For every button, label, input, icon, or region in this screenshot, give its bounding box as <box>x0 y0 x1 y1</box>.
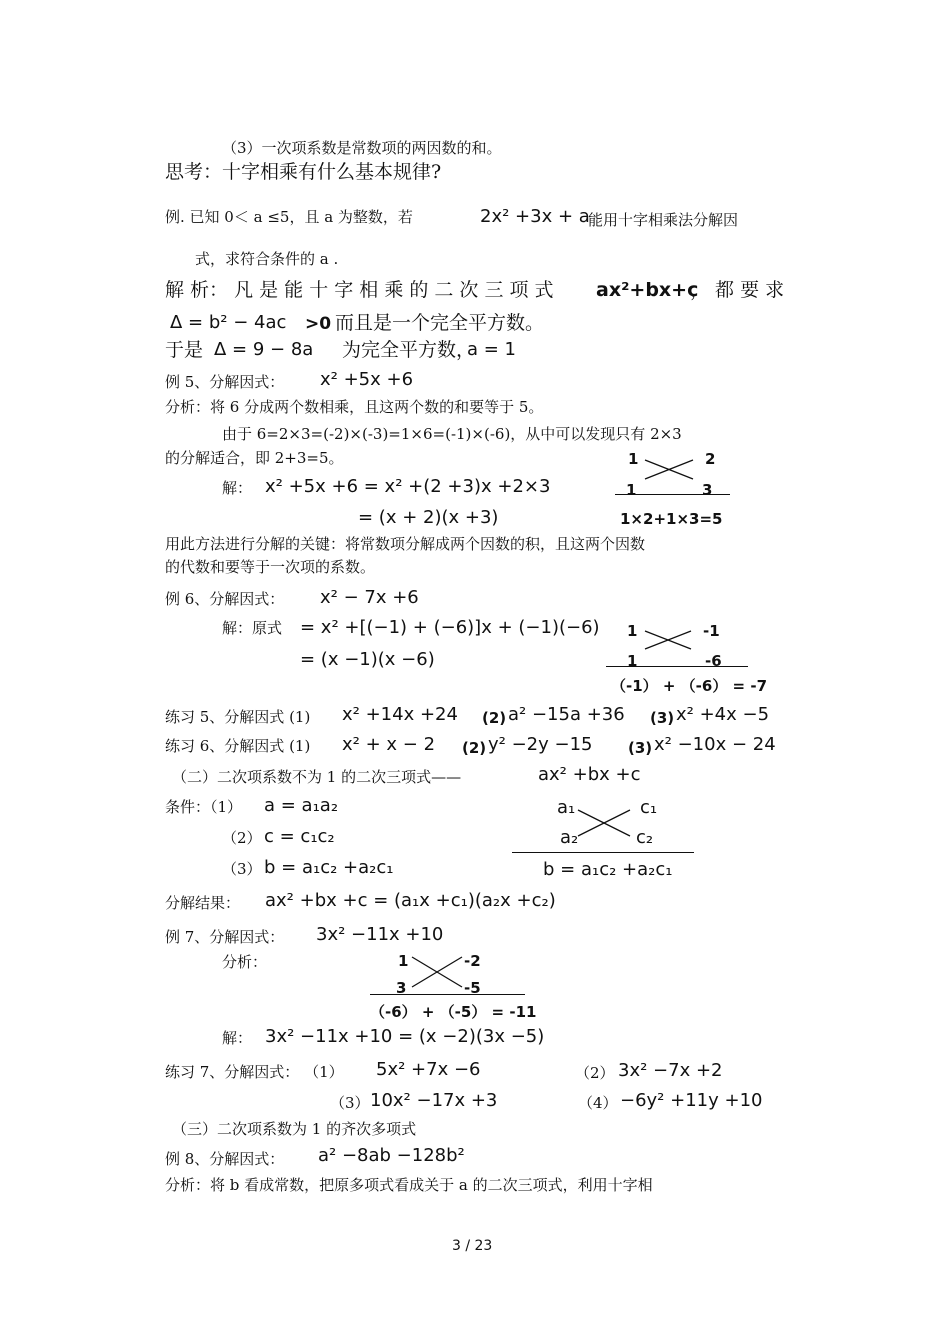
cross-bottom-right: -5 <box>464 979 481 997</box>
math-expression: b = a₁c₂ +a₂c₁ <box>264 857 394 878</box>
cross-top-left: 1 <box>398 952 409 970</box>
section-heading: （二）二次项系数不为 1 的二次三项式—— <box>172 768 462 786</box>
math-expression: ax² +bx +c = (a₁x +c₁)(a₂x +c₂) <box>265 890 556 911</box>
cross-top-right: c₁ <box>640 797 658 818</box>
cross-bottom-right: 3 <box>702 481 713 499</box>
math-expression: 3x² −11x +10 <box>316 924 444 945</box>
cross-bottom-left: 1 <box>626 481 637 499</box>
cross-bottom-left: a₂ <box>560 827 579 848</box>
math-expression: a² −8ab −128b² <box>318 1145 465 1166</box>
math-expression: x² −10x − 24 <box>654 734 776 755</box>
item-number: (3) <box>628 739 653 757</box>
cross-lines <box>578 808 634 838</box>
cross-top-right: -1 <box>703 622 720 640</box>
text-line: 分析：将 6 分成两个数相乘，且这两个数的和要等于 5。 <box>165 398 544 416</box>
text-line: 用此方法进行分解的关键：将常数项分解成两个因数的积，且这两个因数 <box>165 535 646 553</box>
text-line: 解 析： 凡 是 能 十 字 相 乘 的 二 次 三 项 式 <box>165 279 554 301</box>
text-line: 解： <box>222 1029 253 1047</box>
section-heading: 思考：十字相乘有什么基本规律? <box>165 161 442 183</box>
text-line: （3）一次项系数是常数项的两因数的和。 <box>222 139 502 157</box>
math-expression: 3x² −7x +2 <box>618 1060 723 1081</box>
item-number: (3) <box>650 709 675 727</box>
math-expression: x² +5x +6 = x² +(2 +3)x +2×3 <box>265 476 551 497</box>
math-expression: ax² +bx +c <box>538 764 641 785</box>
text-line: 条件：（1） <box>165 798 243 816</box>
section-heading: （三）二次项系数为 1 的齐次多项式 <box>172 1120 417 1138</box>
cross-top-right: 2 <box>705 450 716 468</box>
example-heading: 例 7、分解因式： <box>165 928 285 946</box>
exercise-heading: 练习 7、分解因式： （1） <box>165 1063 344 1081</box>
cross-result: b = a₁c₂ +a₂c₁ <box>543 859 673 880</box>
example-heading: 例 5、分解因式： <box>165 373 285 391</box>
item-number: （2） <box>575 1064 615 1082</box>
cross-bottom-right: -6 <box>705 652 722 670</box>
item-number: （4） <box>578 1094 618 1112</box>
text-line: 于是 <box>165 339 204 361</box>
text-line: 的分解适合，即 2+3=5。 <box>165 449 344 467</box>
math-expression: Δ = 9 − 8a <box>214 339 314 360</box>
cross-result: （-6） + （-5） = -11 <box>370 1003 537 1021</box>
math-expression: a² −15a +36 <box>508 704 625 725</box>
cross-result: 1×2+1×3=5 <box>620 510 723 528</box>
text-line: 而且是一个完全平方数。 <box>335 312 545 334</box>
math-expression: = x² +[(−1) + (−6)]x + (−1)(−6) <box>300 617 600 638</box>
math-expression: y² −2y −15 <box>488 734 593 755</box>
cross-bottom-right: c₂ <box>636 827 654 848</box>
cross-rule <box>606 666 748 667</box>
cross-top-left: 1 <box>628 450 639 468</box>
exercise-heading: 练习 5、分解因式 (1) <box>165 708 311 726</box>
text-line: 解：原式 <box>222 619 283 637</box>
cross-top-left: 1 <box>627 622 638 640</box>
math-expression: ax²+bx+c <box>596 279 699 301</box>
text-line: 分析：将 b 看成常数，把原多项式看成关于 a 的二次三项式，利用十字相 <box>165 1176 653 1194</box>
cross-top-left: a₁ <box>557 797 576 818</box>
math-expression: = (x −1)(x −6) <box>300 649 435 670</box>
math-expression: 10x² −17x +3 <box>370 1090 498 1111</box>
example-heading: 例 6、分解因式： <box>165 590 285 608</box>
text-line: （2） <box>222 829 262 847</box>
math-expression: a = a₁a₂ <box>264 795 339 816</box>
cross-lines <box>412 955 464 989</box>
math-expression: x² +14x +24 <box>342 704 458 725</box>
text-line: 式，求符合条件的 a . <box>195 250 339 268</box>
text-line: 例. 已知 0＜ a ≤5，且 a 为整数，若 <box>165 208 413 226</box>
math-expression: a = 1 <box>467 339 517 360</box>
cross-rule <box>615 494 730 495</box>
cross-bottom-left: 1 <box>627 652 638 670</box>
math-expression: >0 <box>305 314 332 334</box>
cross-top-right: -2 <box>464 952 481 970</box>
math-expression: −6y² +11y +10 <box>620 1090 763 1111</box>
text-line: （3） <box>222 860 262 878</box>
text-line: 分解结果： <box>165 894 241 912</box>
cross-rule <box>512 852 694 853</box>
text-line: 的代数和要等于一次项的系数。 <box>165 558 376 576</box>
cross-result: （-1） + （-6） = -7 <box>611 677 768 695</box>
math-expression: 2x² +3x + a <box>480 206 590 227</box>
math-expression: 3x² −11x +10 = (x −2)(3x −5) <box>265 1026 545 1047</box>
cross-bottom-left: 3 <box>396 979 407 997</box>
math-expression: = (x + 2)(x +3) <box>358 507 499 528</box>
example-heading: 例 8、分解因式： <box>165 1150 285 1168</box>
exercise-heading: 练习 6、分解因式 (1) <box>165 737 311 755</box>
item-number: (2) <box>482 709 507 727</box>
text-line: ， 都 要 求 <box>690 279 785 301</box>
math-expression: x² +4x −5 <box>676 704 770 725</box>
cross-lines <box>645 455 695 483</box>
item-number: (2) <box>462 739 487 757</box>
page-number: 3 / 23 <box>452 1238 493 1254</box>
math-expression: Δ = b² − 4ac <box>170 312 287 333</box>
math-expression: c = c₁c₂ <box>264 826 335 847</box>
text-line: 为完全平方数， <box>342 339 476 361</box>
item-number: （3） <box>330 1094 370 1112</box>
math-expression: 5x² +7x −6 <box>376 1059 481 1080</box>
text-line: 由于 6=2×3=(-2)×(-3)=1×6=(-1)×(-6)，从中可以发现只有 2×3 <box>222 425 682 443</box>
text-line: 分析： <box>222 953 268 971</box>
text-line: 能用十字相乘法分解因 <box>588 211 739 229</box>
math-expression: x² − 7x +6 <box>320 587 419 608</box>
cross-rule <box>370 994 525 995</box>
text-line: 解： <box>222 479 253 497</box>
math-expression: x² + x − 2 <box>342 734 436 755</box>
cross-lines <box>645 627 695 653</box>
math-expression: x² +5x +6 <box>320 369 414 390</box>
